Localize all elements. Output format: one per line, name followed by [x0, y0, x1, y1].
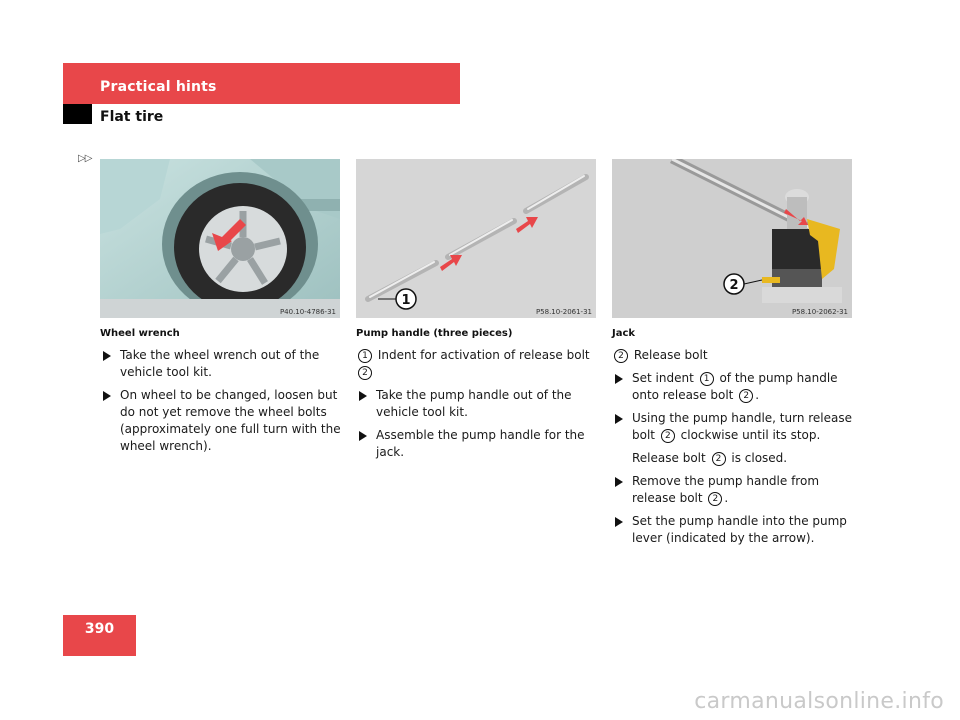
column-pump-handle — [356, 347, 598, 467]
bullet-arrow-icon — [615, 414, 623, 424]
callout-number: 2 — [614, 349, 628, 363]
instruction-step: Using the pump handle, turn release bolt 2 clockwise until its stop. — [612, 410, 854, 444]
figure-callout-1: 1 — [401, 293, 411, 308]
callout-number: 2 — [661, 429, 675, 443]
caption-jack: Jack — [612, 328, 636, 339]
instruction-step: Remove the pump handle from release bolt 2 . — [612, 473, 854, 507]
instruction-step: Set the pump handle into the pump lever (indicated by the arrow). — [612, 513, 854, 547]
column-jack — [612, 347, 854, 553]
figure-pump-handle — [356, 159, 596, 318]
bullet-arrow-icon — [359, 391, 367, 401]
callout-number: 2 — [708, 492, 722, 506]
watermark: carmanualsonline.info — [694, 689, 944, 714]
bullet-arrow-icon — [615, 517, 623, 527]
bullet-arrow-icon — [359, 431, 367, 441]
instruction-step: On wheel to be changed, loosen but do not yet remove the wheel bolts (approximately one full turn with the wheel wrench). — [100, 387, 342, 455]
callout-number: 2 — [712, 452, 726, 466]
caption-wheel-wrench: Wheel wrench — [100, 328, 180, 339]
bullet-arrow-icon — [103, 391, 111, 401]
callout-number: 2 — [739, 389, 753, 403]
figure-code: P40.10-4786-31 — [279, 308, 336, 316]
figure-code: P58.10-2061-31 — [535, 308, 592, 316]
legend-item: 2 Release bolt — [612, 347, 854, 364]
figure-callout-2: 2 — [729, 278, 739, 293]
callout-number: 1 — [358, 349, 372, 363]
instruction-step: Assemble the pump handle for the jack. — [356, 427, 598, 461]
caption-pump-handle: Pump handle (three pieces) — [356, 328, 513, 339]
figure-jack — [612, 159, 852, 318]
figure-code: P58.10-2062-31 — [791, 308, 848, 316]
column-wheel-wrench — [100, 347, 342, 461]
bullet-arrow-icon — [615, 477, 623, 487]
page-number: 390 — [84, 621, 115, 637]
instruction-step: Take the wheel wrench out of the vehicle tool kit. — [100, 347, 342, 381]
bullet-arrow-icon — [103, 351, 111, 361]
legend-item: 1 Indent for activation of release bolt 2 — [356, 347, 598, 381]
instruction-step: Take the pump handle out of the vehicle tool kit. — [356, 387, 598, 421]
callout-number: 2 — [358, 366, 372, 380]
callout-number: 1 — [700, 372, 714, 386]
bullet-arrow-icon — [615, 374, 623, 384]
figure-wheel-wrench — [100, 159, 340, 318]
subsection-title: Flat tire — [100, 109, 164, 125]
instruction-step: Set indent 1 of the pump handle onto release bolt 2 . — [612, 370, 854, 404]
subsection-marker — [63, 104, 92, 124]
result-note: Release bolt 2 is closed. — [632, 451, 788, 465]
continuation-mark: ▷▷ — [78, 153, 92, 164]
section-title: Practical hints — [100, 79, 217, 95]
